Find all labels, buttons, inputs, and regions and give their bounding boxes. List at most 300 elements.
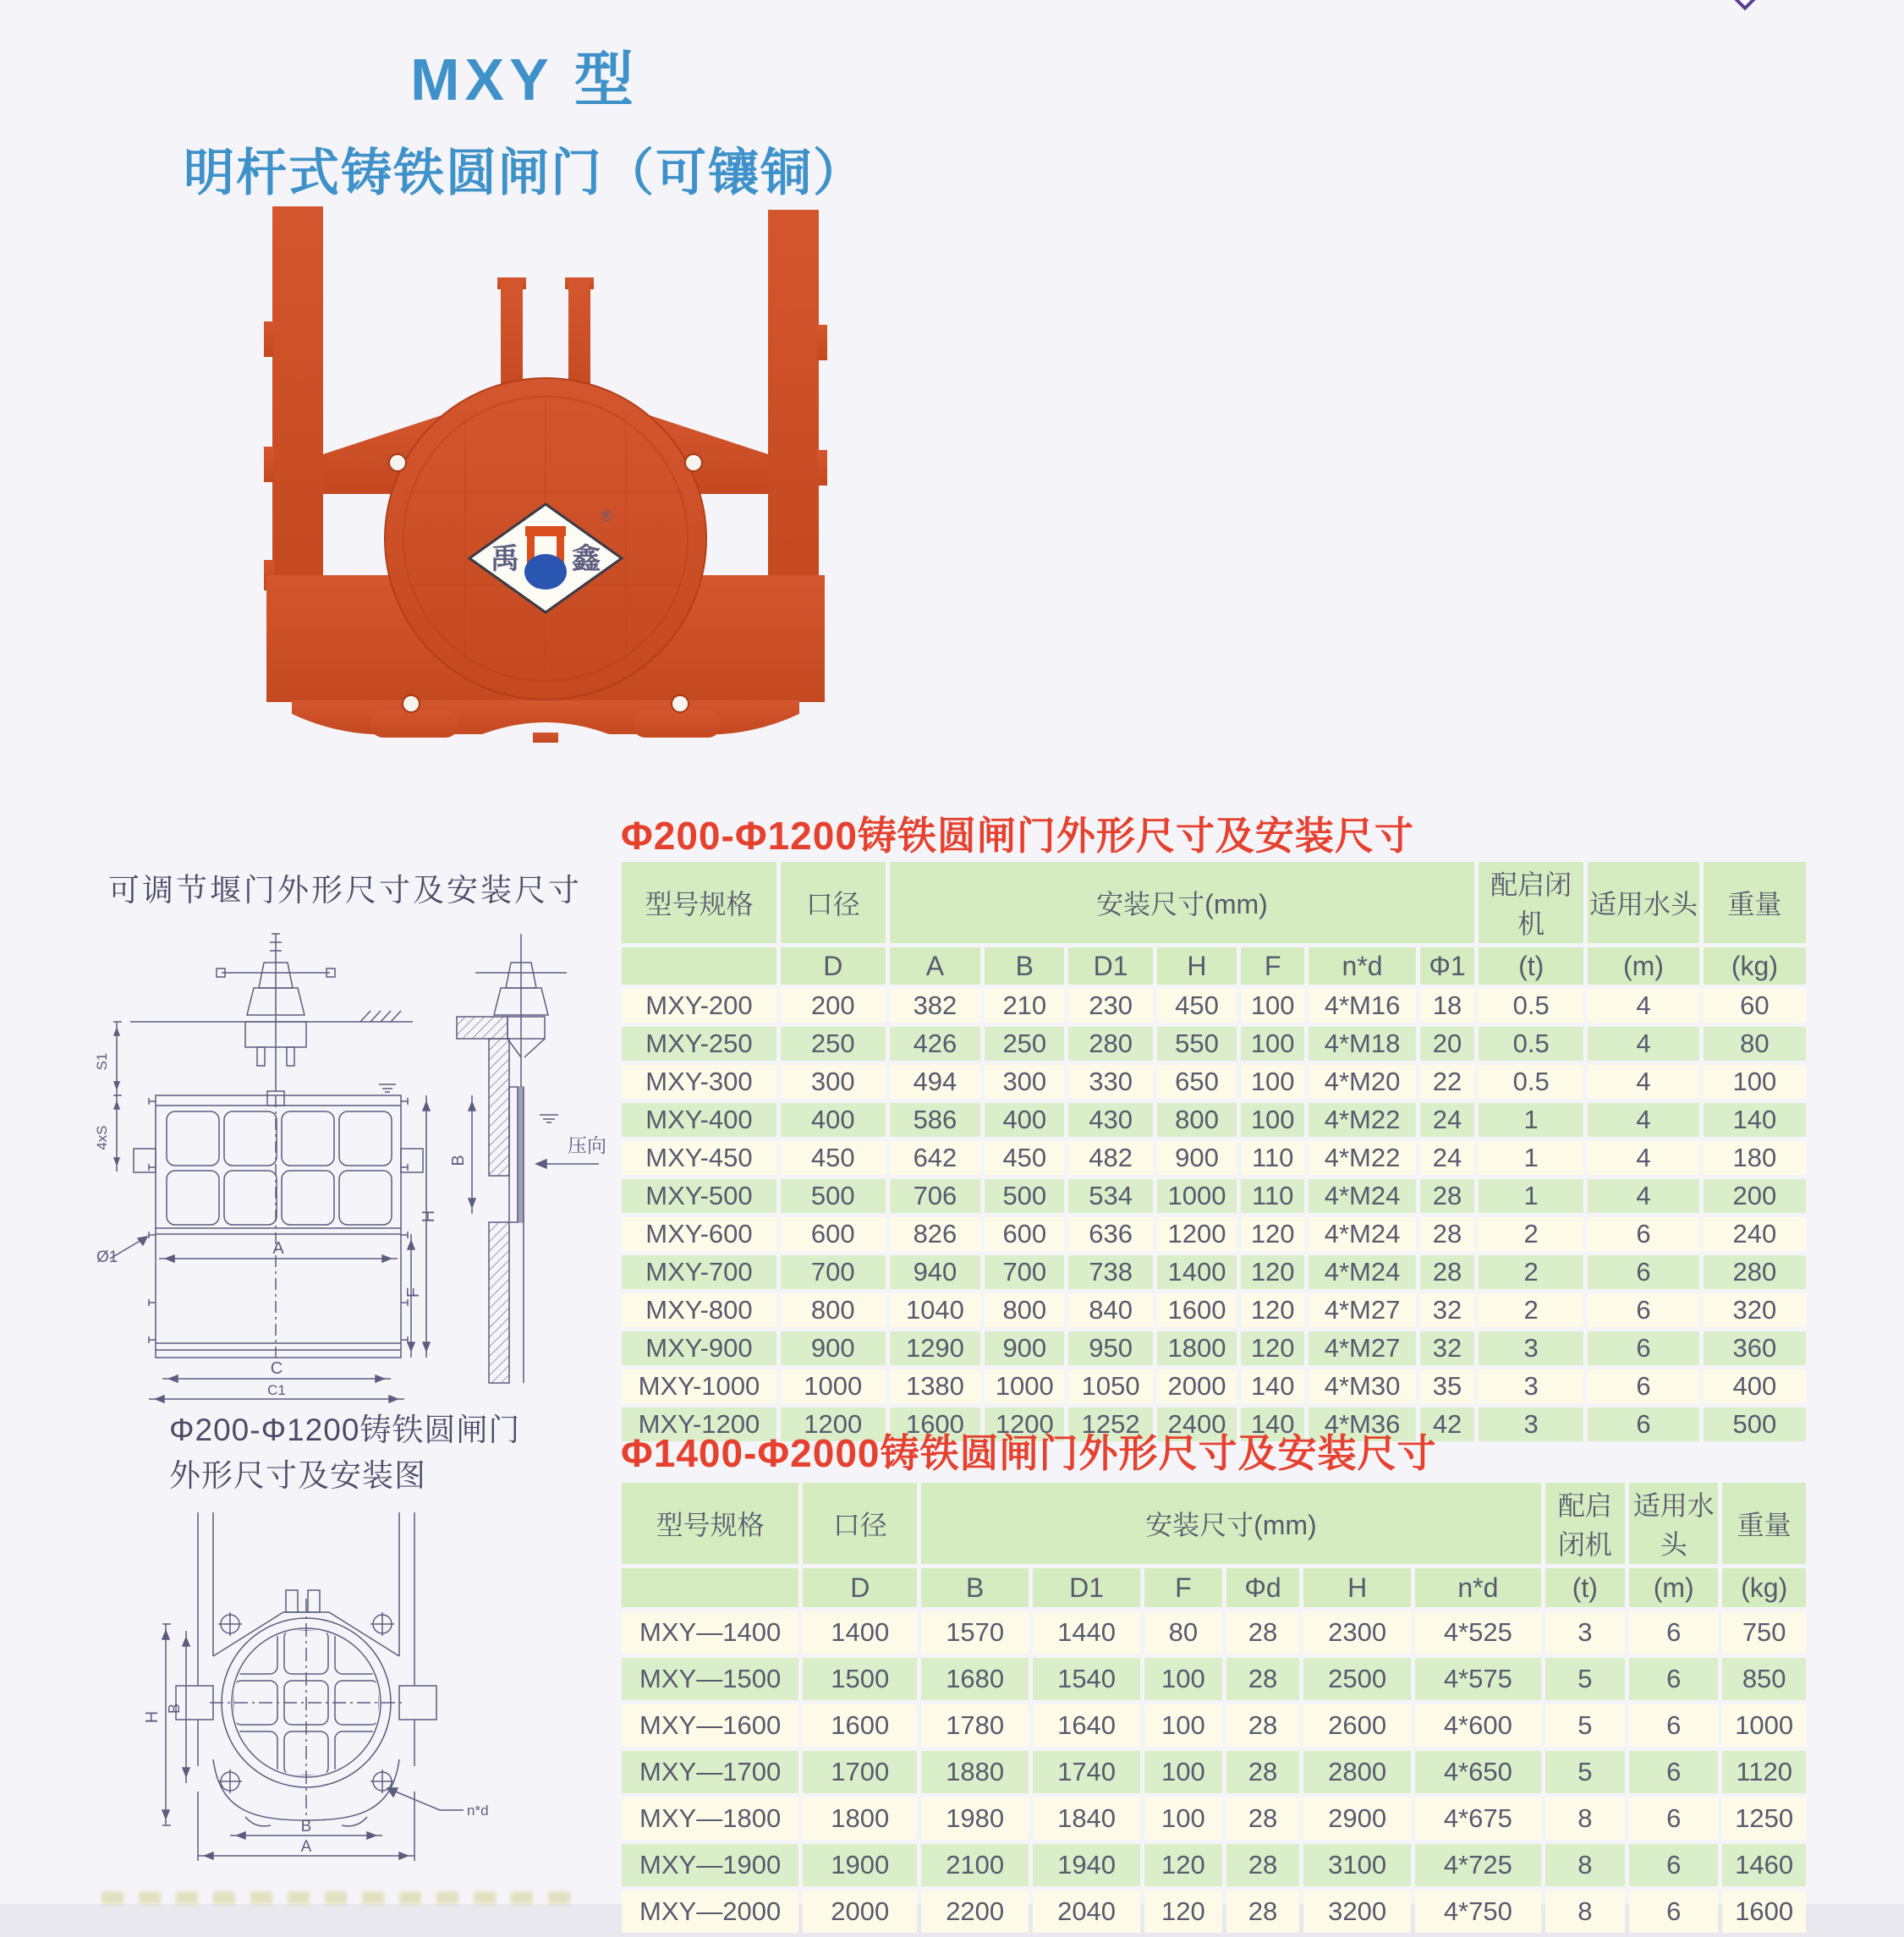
table-cell: 4*M22 — [1309, 1103, 1415, 1137]
col-subheader-kg: (kg) — [1704, 947, 1806, 985]
table-row — [622, 989, 1806, 1023]
spec-table-1400-2000 — [617, 1479, 1810, 1937]
table-cell: 330 — [1068, 1065, 1153, 1099]
col-subheader-d: D — [781, 947, 886, 985]
table-cell: 0.5 — [1479, 1065, 1583, 1099]
table-cell: MXY-700 — [622, 1255, 776, 1289]
table-cell: 6 — [1588, 1293, 1699, 1327]
table-cell: 8 — [1545, 1890, 1625, 1933]
col-header-model: 型号规格 — [622, 1483, 798, 1564]
col-subheader-b: B — [985, 947, 1064, 985]
table-cell: 3 — [1479, 1407, 1583, 1441]
circular-gate-front-view — [162, 1512, 464, 1861]
table-cell: 0.5 — [1479, 989, 1583, 1023]
table-cell: 300 — [781, 1065, 886, 1099]
table-cell: 1050 — [1068, 1369, 1153, 1403]
table-cell: 4*M18 — [1309, 1027, 1415, 1061]
table-cell: 850 — [1722, 1658, 1806, 1700]
table-cell: 250 — [781, 1027, 886, 1061]
table-cell: 840 — [1068, 1293, 1153, 1327]
col-subheader-d: D — [803, 1568, 917, 1607]
table-cell: 6 — [1588, 1217, 1699, 1251]
table-cell: 280 — [1068, 1027, 1153, 1061]
table-cell: 2300 — [1303, 1611, 1411, 1654]
table-cell: 250 — [985, 1027, 1064, 1061]
table-cell: 650 — [1157, 1065, 1237, 1099]
table-row — [622, 1255, 1806, 1289]
table-cell: 6 — [1588, 1331, 1699, 1365]
table-cell: 360 — [1704, 1331, 1806, 1365]
table-cell: 5 — [1545, 1658, 1625, 1700]
table-cell: 1540 — [1033, 1658, 1140, 1700]
dim-label-phi1: Ø1 — [96, 1248, 118, 1266]
table-cell: 6 — [1629, 1890, 1718, 1933]
table-cell: 1680 — [921, 1658, 1029, 1700]
table-cell: 80 — [1144, 1611, 1222, 1654]
table-cell: 430 — [1068, 1103, 1153, 1137]
drawing2-caption — [169, 1407, 609, 1498]
table-row — [622, 1065, 1806, 1099]
table-cell: 24 — [1420, 1103, 1475, 1137]
table-cell: 4*725 — [1415, 1844, 1540, 1886]
table-cell: 240 — [1704, 1217, 1806, 1251]
product-photo — [254, 196, 837, 744]
table-cell: MXY-1000 — [622, 1369, 776, 1403]
table-cell: 700 — [985, 1255, 1064, 1289]
table-cell: 28 — [1226, 1751, 1299, 1793]
table-cell: 494 — [890, 1065, 981, 1099]
registered-mark: ® — [601, 508, 612, 524]
cutoff-footer-text — [102, 1891, 575, 1904]
table-cell: 35 — [1420, 1369, 1475, 1403]
dim-label-b-bottom: B — [300, 1818, 312, 1835]
table-cell: 28 — [1420, 1179, 1475, 1213]
page-title-model: MXY 型 — [410, 47, 639, 112]
table-cell: 1800 — [1157, 1331, 1237, 1365]
table-cell: 3 — [1545, 1611, 1625, 1654]
table-cell: 4*650 — [1415, 1751, 1540, 1793]
table-cell: 950 — [1068, 1331, 1153, 1365]
page-title — [144, 32, 905, 206]
table-cell: 2 — [1479, 1255, 1583, 1289]
table-cell: 900 — [781, 1331, 886, 1365]
table-cell: 1000 — [1722, 1704, 1806, 1747]
circular-gate-drawing — [85, 1512, 551, 1903]
table-cell: 140 — [1241, 1407, 1304, 1441]
dim-label-c: C — [270, 1359, 283, 1378]
dim-label-h: H — [420, 1210, 438, 1223]
table-cell: 706 — [890, 1179, 981, 1213]
dim-label-a: A — [272, 1239, 284, 1258]
table-cell: 120 — [1241, 1293, 1304, 1327]
table-cell: 28 — [1226, 1844, 1299, 1886]
drawing1-labels — [94, 1053, 606, 1398]
table-cell: 482 — [1068, 1141, 1153, 1175]
table-cell: 586 — [890, 1103, 981, 1137]
dim-label-4xs: 4xS — [94, 1125, 110, 1150]
table-cell: 1600 — [803, 1704, 917, 1747]
table-cell: 500 — [1704, 1407, 1806, 1441]
drawing2-caption-line2: 外形尺寸及安装图 — [169, 1457, 426, 1493]
table-cell: 6 — [1629, 1844, 1718, 1886]
table-cell: 1800 — [803, 1797, 917, 1840]
table-cell: 100 — [1241, 1065, 1304, 1099]
table-cell: MXY—1700 — [622, 1751, 798, 1793]
col-header-hoist: 配启闭机 — [1479, 862, 1583, 943]
col-subheader-nd: n*d — [1415, 1568, 1540, 1607]
table-cell: 100 — [1704, 1065, 1806, 1099]
table-row — [622, 1751, 1806, 1793]
table-cell: 2600 — [1303, 1704, 1411, 1747]
table-cell: 3 — [1479, 1369, 1583, 1403]
col-subheader-t: (t) — [1479, 947, 1583, 985]
table-row — [622, 1217, 1806, 1251]
table-cell: 20 — [1420, 1027, 1475, 1061]
table-cell: 80 — [1704, 1027, 1806, 1061]
table-cell: MXY-600 — [622, 1217, 776, 1251]
table-cell: 1 — [1479, 1103, 1583, 1137]
table-cell: 2800 — [1303, 1751, 1411, 1793]
col-header-model: 型号规格 — [622, 862, 776, 943]
table-cell: 4 — [1588, 1141, 1699, 1175]
table-cell: 426 — [890, 1027, 981, 1061]
table-cell: 500 — [781, 1179, 886, 1213]
table-cell: 4*M30 — [1309, 1369, 1415, 1403]
table-cell: 1600 — [890, 1407, 981, 1441]
table-cell: 4*M22 — [1309, 1141, 1415, 1175]
table-cell: 2900 — [1303, 1797, 1411, 1840]
table-cell: 2200 — [921, 1890, 1029, 1933]
table-cell: 1440 — [1033, 1611, 1140, 1654]
table-cell: 6 — [1588, 1407, 1699, 1441]
table-row — [622, 1704, 1806, 1747]
table-cell: 940 — [890, 1255, 981, 1289]
table-cell: 100 — [1144, 1704, 1222, 1747]
table-cell: 120 — [1241, 1331, 1304, 1365]
table-cell: 100 — [1144, 1751, 1222, 1793]
table-cell: 4*M24 — [1309, 1217, 1415, 1251]
col-header-weight: 重量 — [1722, 1483, 1806, 1564]
col-subheader-h: H — [1303, 1568, 1411, 1607]
table-cell: 28 — [1420, 1217, 1475, 1251]
table-cell: 4*600 — [1415, 1704, 1540, 1747]
weir-gate-drawing — [81, 922, 609, 1396]
table-cell: 900 — [985, 1331, 1064, 1365]
table-row — [622, 1890, 1806, 1933]
table-cell: 110 — [1241, 1179, 1304, 1213]
col-subheader-blank — [622, 1568, 798, 1607]
col-header-head: 适用水头 — [1629, 1483, 1718, 1564]
table-cell: 28 — [1420, 1255, 1475, 1289]
table-cell: 450 — [1157, 989, 1237, 1023]
table-cell: 24 — [1420, 1141, 1475, 1175]
table-cell: 230 — [1068, 989, 1153, 1023]
logo-char-right: 鑫 — [572, 543, 601, 575]
table-cell: 1900 — [803, 1844, 917, 1886]
table-cell: 28 — [1226, 1611, 1299, 1654]
table-cell: 1980 — [921, 1797, 1029, 1840]
table-cell: 8 — [1545, 1797, 1625, 1840]
corner-ornament — [1731, 0, 1758, 11]
table-cell: MXY—1400 — [622, 1611, 798, 1654]
table-cell: 600 — [985, 1217, 1064, 1251]
table-cell: 1120 — [1722, 1751, 1806, 1793]
col-header-diameter: 口径 — [803, 1483, 917, 1564]
table-cell: 900 — [1157, 1141, 1237, 1175]
table-cell: 2000 — [803, 1890, 917, 1933]
table-cell: 5 — [1545, 1704, 1625, 1747]
table-cell: 5 — [1545, 1751, 1625, 1793]
table-cell: 1700 — [803, 1751, 917, 1793]
table-cell: 1 — [1479, 1141, 1583, 1175]
table-cell: MXY-450 — [622, 1141, 776, 1175]
table-cell: 2400 — [1157, 1407, 1237, 1441]
table-row — [622, 1331, 1806, 1365]
col-subheader-blank — [622, 947, 776, 985]
page-title-product: 明杆式铸铁圆闸门（可镶铜） — [184, 145, 865, 201]
table-cell: 2 — [1479, 1293, 1583, 1327]
table-row — [622, 1369, 1806, 1403]
table-row — [622, 1027, 1806, 1061]
table-cell: 3100 — [1303, 1844, 1411, 1886]
table-cell: 1200 — [781, 1407, 886, 1441]
table-cell: 1400 — [1157, 1255, 1237, 1289]
table-cell: 2100 — [921, 1844, 1029, 1886]
table-cell: 1290 — [890, 1331, 981, 1365]
table-row — [622, 1658, 1806, 1700]
table-cell: 2000 — [1157, 1369, 1237, 1403]
table-cell: 400 — [1704, 1369, 1806, 1403]
col-header-install: 安装尺寸(mm) — [890, 862, 1475, 943]
table-cell: MXY-1200 — [622, 1407, 776, 1441]
table-cell: 120 — [1241, 1255, 1304, 1289]
table-cell: 1880 — [921, 1751, 1029, 1793]
gate-body-illustration — [264, 206, 827, 743]
table-cell: MXY—2000 — [622, 1890, 798, 1933]
table-cell: 100 — [1144, 1797, 1222, 1840]
table-cell: 800 — [985, 1293, 1064, 1327]
table-cell: 1840 — [1033, 1797, 1140, 1840]
table-cell: 1200 — [1157, 1217, 1237, 1251]
table-cell: 700 — [781, 1255, 886, 1289]
table-cell: 180 — [1704, 1141, 1806, 1175]
table-cell: 1740 — [1033, 1751, 1140, 1793]
table-cell: 200 — [1704, 1179, 1806, 1213]
table-cell: 1640 — [1033, 1704, 1140, 1747]
table-cell: 4*M16 — [1309, 989, 1415, 1023]
table-cell: 4*575 — [1415, 1658, 1540, 1700]
table-cell: 4 — [1588, 1065, 1699, 1099]
col-subheader-phi1: Φ1 — [1420, 947, 1475, 985]
table-cell: 1460 — [1722, 1844, 1806, 1886]
dim-label-f: F — [404, 1287, 423, 1298]
table-cell: 60 — [1704, 989, 1806, 1023]
table-cell: 1000 — [985, 1369, 1064, 1403]
table-cell: 400 — [985, 1103, 1064, 1137]
table-cell: 750 — [1722, 1611, 1806, 1654]
side-view — [457, 934, 599, 1383]
table-cell: 6 — [1629, 1704, 1718, 1747]
col-subheader-t: (t) — [1545, 1568, 1625, 1607]
dim-label-a: A — [300, 1838, 312, 1856]
col-subheader-d1: D1 — [1033, 1568, 1140, 1607]
table-cell: MXY-250 — [622, 1027, 776, 1061]
col-header-hoist: 配启闭机 — [1545, 1483, 1625, 1564]
table-cell: 6 — [1629, 1611, 1718, 1654]
table-cell: 8 — [1545, 1844, 1625, 1886]
table-cell: 28 — [1226, 1797, 1299, 1840]
dim-label-b-side: B — [166, 1703, 183, 1715]
table-cell: 1780 — [921, 1704, 1029, 1747]
table-cell: 140 — [1241, 1369, 1304, 1403]
col-header-weight: 重量 — [1704, 862, 1806, 943]
table-row — [622, 1293, 1806, 1327]
table-cell: 1380 — [890, 1369, 981, 1403]
col-subheader-d1: D1 — [1068, 947, 1153, 985]
table-cell: 382 — [890, 989, 981, 1023]
table-cell: 100 — [1144, 1658, 1222, 1700]
table-row — [622, 1797, 1806, 1840]
col-subheader-b: B — [921, 1568, 1029, 1607]
col-subheader-m: (m) — [1629, 1568, 1718, 1607]
table-cell: 4 — [1588, 1179, 1699, 1213]
col-subheader-a: A — [890, 947, 981, 985]
drawing1-caption: 可调节堰门外形尺寸及安装尺寸 — [108, 873, 582, 908]
table-cell: 100 — [1241, 1027, 1304, 1061]
col-subheader-nd: n*d — [1309, 947, 1415, 985]
col-subheader-phid: Φd — [1226, 1568, 1299, 1607]
table-cell: 2 — [1479, 1217, 1583, 1251]
table-cell: 120 — [1144, 1890, 1222, 1933]
table-cell: 100 — [1241, 1103, 1304, 1137]
table-cell: 140 — [1704, 1103, 1806, 1137]
table-cell: 500 — [985, 1179, 1064, 1213]
table-cell: 800 — [1157, 1103, 1237, 1137]
table-row — [622, 1103, 1806, 1137]
table-cell: 6 — [1588, 1255, 1699, 1289]
table-cell: 6 — [1629, 1797, 1718, 1840]
dim-label-h: H — [143, 1710, 162, 1724]
table-cell: MXY—1900 — [622, 1844, 798, 1886]
table-cell: MXY-200 — [622, 989, 776, 1023]
table-cell: 28 — [1226, 1890, 1299, 1933]
table-cell: 4 — [1588, 1027, 1699, 1061]
logo-char-left: 禹 — [491, 543, 519, 575]
table-cell: 1570 — [921, 1611, 1029, 1654]
table-row — [622, 1844, 1806, 1886]
table-cell: 826 — [890, 1217, 981, 1251]
table-cell: 1600 — [1722, 1890, 1806, 1933]
table-cell: 2500 — [1303, 1658, 1411, 1700]
table-cell: 120 — [1241, 1217, 1304, 1251]
col-header-diameter: 口径 — [781, 862, 886, 943]
table-cell: 4*750 — [1415, 1890, 1540, 1933]
table-cell: 4*M20 — [1309, 1065, 1415, 1099]
table-cell: 1200 — [985, 1407, 1064, 1441]
table1-title: Φ200-Φ1200铸铁圆闸门外形尺寸及安装尺寸 — [621, 814, 1414, 858]
table-cell: MXY—1500 — [622, 1658, 798, 1700]
table-cell: 4*M24 — [1309, 1255, 1415, 1289]
table-cell: 738 — [1068, 1255, 1153, 1289]
dim-label-b: B — [449, 1155, 468, 1166]
table-cell: 3 — [1479, 1331, 1583, 1365]
table-cell: 210 — [985, 989, 1064, 1023]
table-cell: 100 — [1241, 989, 1304, 1023]
table-cell: 1400 — [803, 1611, 917, 1654]
col-subheader-kg: (kg) — [1722, 1568, 1806, 1607]
table-cell: MXY-900 — [622, 1331, 776, 1365]
table-cell: 32 — [1420, 1331, 1475, 1365]
table-cell: 42 — [1420, 1407, 1475, 1441]
logo-gate-glyph — [524, 526, 567, 590]
table-cell: 2040 — [1033, 1890, 1140, 1933]
drawing2-caption-line1: Φ200-Φ1200铸铁圆闸门 — [169, 1413, 521, 1447]
table-cell: 1250 — [1722, 1797, 1806, 1840]
table-cell: 636 — [1068, 1217, 1153, 1251]
table-cell: 400 — [781, 1103, 886, 1137]
table-row — [622, 1611, 1806, 1654]
table-cell: 300 — [985, 1065, 1064, 1099]
table-cell: 320 — [1704, 1293, 1806, 1327]
table-cell: 1252 — [1068, 1407, 1153, 1441]
spec-table-200-1200 — [617, 858, 1810, 1446]
col-subheader-f: F — [1144, 1568, 1222, 1607]
table-cell: 4 — [1588, 1103, 1699, 1137]
col-header-head: 适用水头 — [1588, 862, 1699, 943]
dim-label-nd: n*d — [467, 1803, 489, 1819]
front-view — [110, 934, 430, 1402]
table-cell: 6 — [1629, 1751, 1718, 1793]
table-cell: 450 — [781, 1141, 886, 1175]
table-cell: 1940 — [1033, 1844, 1140, 1886]
table-cell: 1000 — [1157, 1179, 1237, 1213]
table-cell: 1040 — [890, 1293, 981, 1327]
table-cell: 3200 — [1303, 1890, 1411, 1933]
table-cell: 4*M24 — [1309, 1179, 1415, 1213]
table-cell: 28 — [1226, 1704, 1299, 1747]
table-cell: 4*675 — [1415, 1797, 1540, 1840]
table-cell: MXY-800 — [622, 1293, 776, 1327]
table-cell: 1600 — [1157, 1293, 1237, 1327]
table-cell: 1000 — [781, 1369, 886, 1403]
table-cell: 1 — [1479, 1179, 1583, 1213]
col-subheader-m: (m) — [1588, 947, 1699, 985]
table-cell: 28 — [1226, 1658, 1299, 1700]
table-cell: 550 — [1157, 1027, 1237, 1061]
table-cell: 4*M27 — [1309, 1331, 1415, 1365]
table-cell: 534 — [1068, 1179, 1153, 1213]
table-cell: 4 — [1588, 989, 1699, 1023]
table-cell: 600 — [781, 1217, 886, 1251]
table-cell: MXY—1600 — [622, 1704, 798, 1747]
table-cell: 6 — [1588, 1369, 1699, 1403]
table-cell: 642 — [890, 1141, 981, 1175]
table-cell: 4*525 — [1415, 1611, 1540, 1654]
table-cell: MXY-500 — [622, 1179, 776, 1213]
pressure-direction-label: 压向 — [568, 1134, 606, 1156]
table-cell: 1500 — [803, 1658, 917, 1700]
table-cell: 22 — [1420, 1065, 1475, 1099]
table-cell: 120 — [1144, 1844, 1222, 1886]
col-header-install: 安装尺寸(mm) — [921, 1483, 1540, 1564]
table-cell: 6 — [1629, 1658, 1718, 1700]
dim-label-c1: C1 — [267, 1382, 286, 1398]
table-cell: 32 — [1420, 1293, 1475, 1327]
col-subheader-h: H — [1157, 947, 1237, 985]
table-cell: 0.5 — [1479, 1027, 1583, 1061]
table-cell: MXY—1800 — [622, 1797, 798, 1840]
table-cell: 110 — [1241, 1141, 1304, 1175]
